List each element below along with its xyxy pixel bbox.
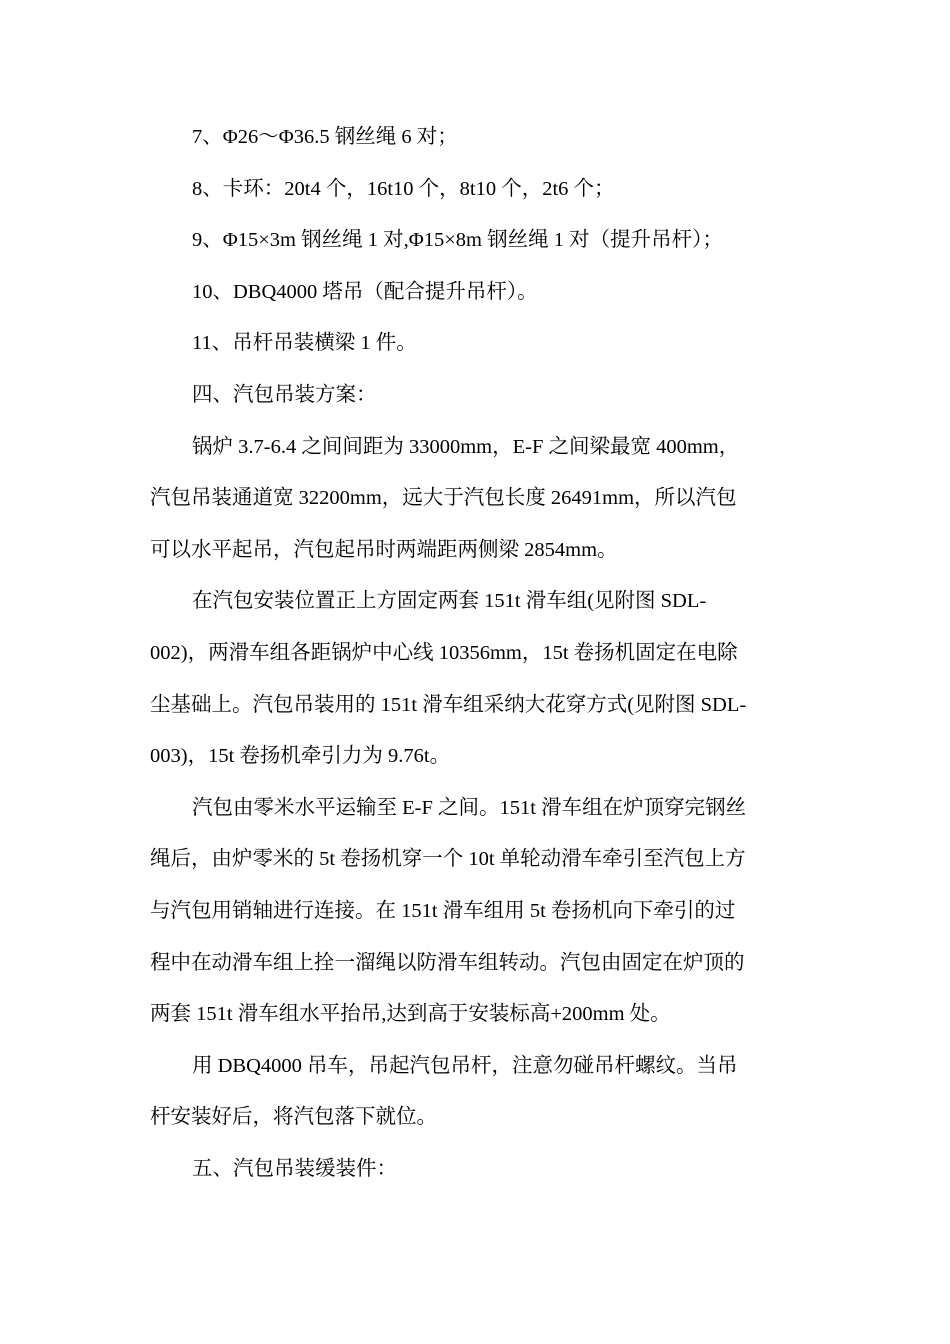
paragraph-line: 在汽包安装位置正上方固定两套 151t 滑车组(见附图 SDL- [192,590,707,613]
section-heading: 四、汽包吊装方案： [192,383,377,406]
list-item: 8、卡环：20t4 个，16t10 个，8t10 个，2t6 个； [192,177,615,200]
paragraph-line: 用 DBQ4000 吊车，吊起汽包吊杆，注意勿碰吊杆螺纹。当吊 [192,1054,738,1077]
paragraph-pulley-blocks [150,576,800,782]
paragraph-line: 003)，15t 卷扬机牵引力为 9.76t。 [150,745,451,768]
paragraph-line: 与汽包用销轴进行连接。在 151t 滑车组用 5t 卷扬机向下牵引的过 [150,899,736,922]
document-body [150,112,800,1195]
paragraph-boiler-spacing [150,422,800,577]
paragraph-line: 杆安装好后，将汽包落下就位。 [150,1106,437,1129]
paragraph-line: 汽包由零米水平运输至 E-F 之间。151t 滑车组在炉顶穿完钢丝 [192,796,747,819]
list-item: 7、Φ26～Φ36.5 钢丝绳 6 对； [192,126,458,148]
paragraph-transport [150,783,800,1041]
list-item: 9、Φ15×3m 钢丝绳 1 对,Φ15×8m 钢丝绳 1 对（提升吊杆）； [192,229,723,252]
paragraph-line: 锅炉 3.7-6.4 之间间距为 33000mm，E-F 之间梁最宽 400mm， [192,435,740,458]
paragraph-crane [150,1041,800,1144]
paragraph-line: 汽包吊装通道宽 32200mm，远大于汽包长度 26491mm，所以汽包 [150,487,737,510]
paragraph-line: 002)，两滑车组各距锅炉中心线 10356mm，15t 卷扬机固定在电除 [150,641,738,664]
paragraph-line: 尘基础上。汽包吊装用的 151t 滑车组采纳大花穿方式(见附图 SDL- [150,693,747,716]
paragraph-line: 两套 151t 滑车组水平抬吊,达到高于安装标高+200mm 处。 [150,1003,671,1026]
list-item: 11、吊杆吊装横梁 1 件。 [192,332,417,355]
section-heading: 五、汽包吊装缓装件： [192,1157,397,1180]
paragraph-line: 程中在动滑车组上拴一溜绳以防滑车组转动。汽包由固定在炉顶的 [150,951,745,974]
paragraph-line: 绳后，由炉零米的 5t 卷扬机穿一个 10t 单轮动滑车牵引至汽包上方 [150,848,746,871]
list-item: 10、DBQ4000 塔吊（配合提升吊杆）。 [192,280,538,303]
paragraph-line: 可以水平起吊，汽包起吊时两端距两侧梁 2854mm。 [150,538,618,561]
